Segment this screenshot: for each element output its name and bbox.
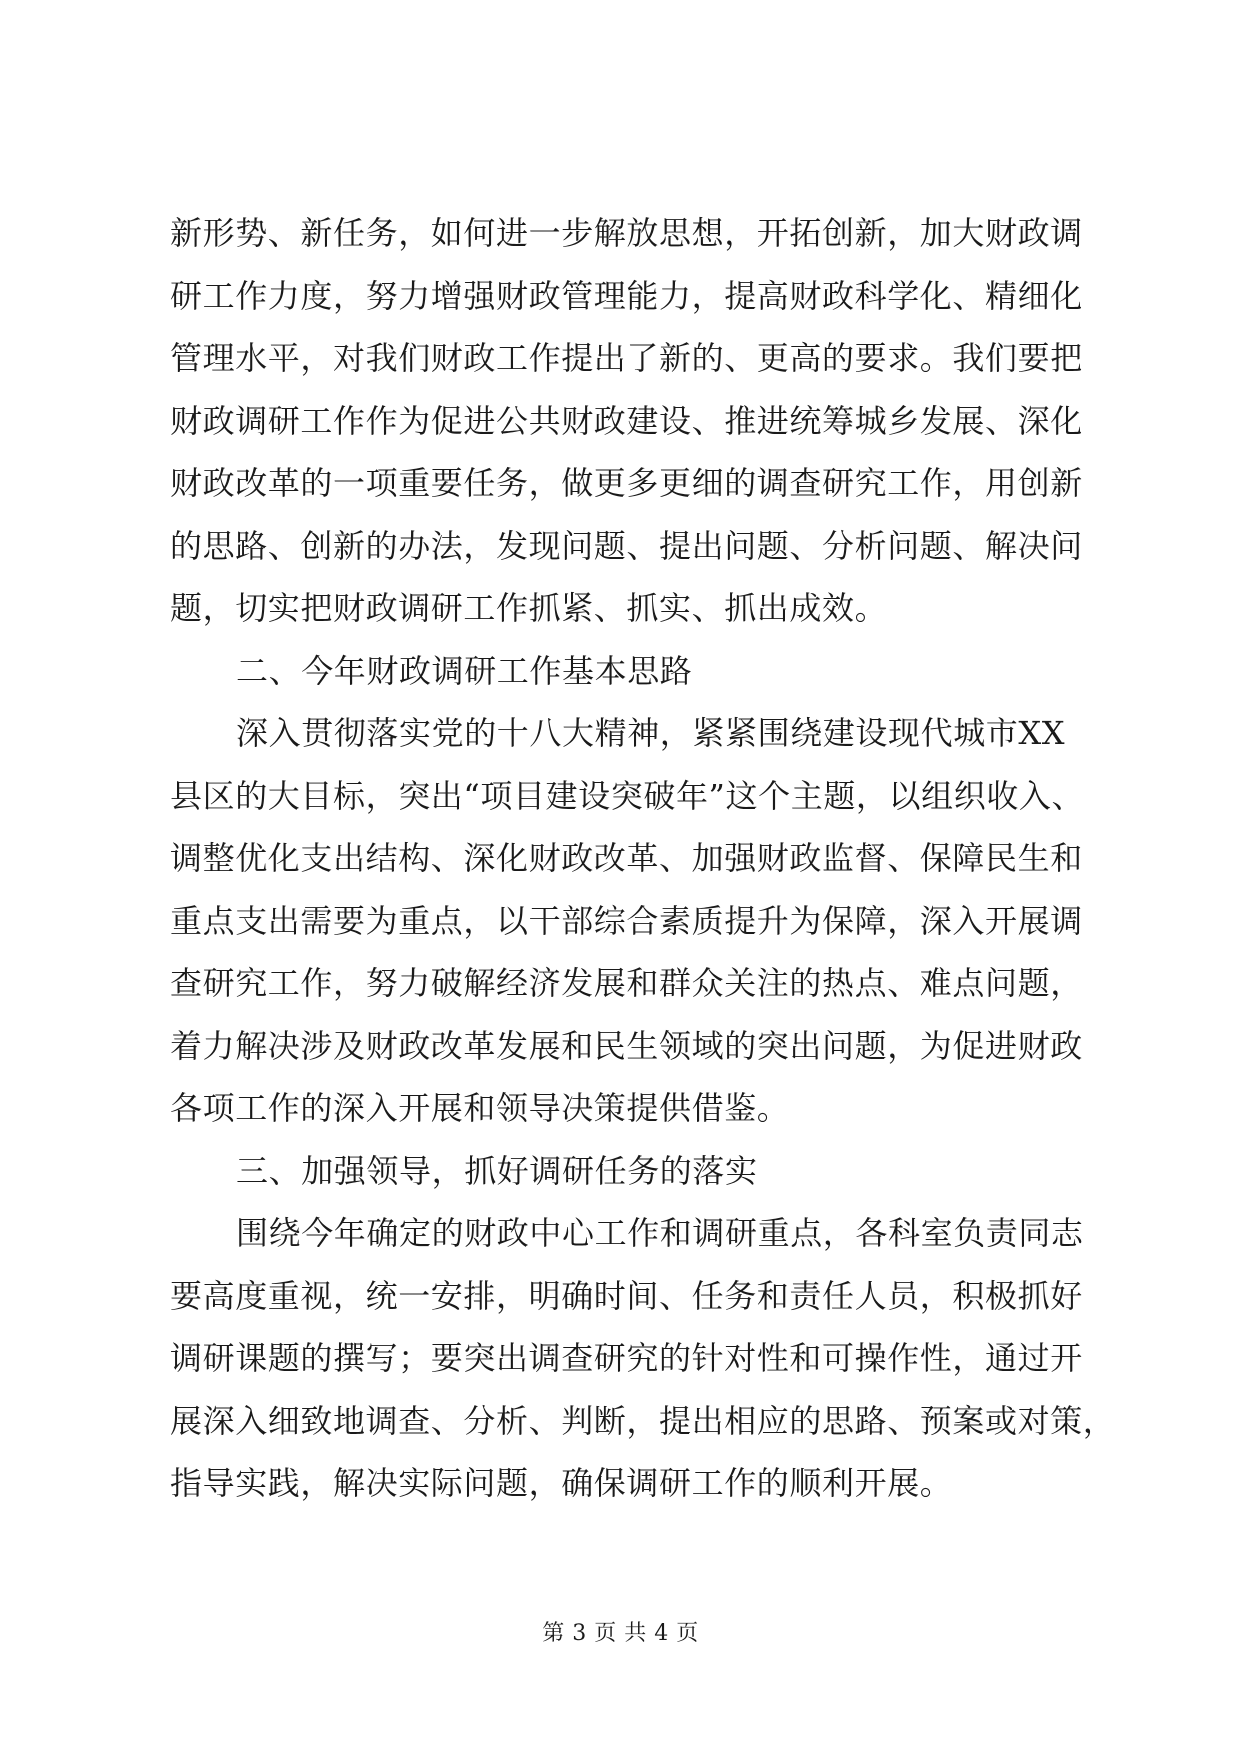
body-line: 财政调研工作作为促进公共财政建设、推进统筹城乡发展、深化 [170,401,1083,440]
body-line: 题，切实把财政调研工作抓紧、抓实、抓出成效。 [170,589,888,627]
body-line: 展深入细致地调查、分析、判断，提出相应的思路、预案或对策， [170,1401,1116,1440]
section-heading: 三、加强领导，抓好调研任务的落实 [236,1151,758,1190]
body-line: 重点支出需要为重点，以干部综合素质提升为保障，深入开展调 [170,901,1083,940]
body-line: 要高度重视，统一安排，明确时间、任务和责任人员，积极抓好 [170,1276,1083,1315]
section-heading: 二、今年财政调研工作基本思路 [236,651,693,690]
body-line: 查研究工作，努力破解经济发展和群众关注的热点、难点问题， [170,964,1083,1002]
body-line: 研工作力度，努力增强财政管理能力，提高财政科学化、精细化 [170,276,1083,315]
body-line: 县区的大目标，突出“项目建设突破年”这个主题，以组织收入、 [170,776,1085,815]
page-number-footer: 第 3 页 共 4 页 [542,1621,699,1646]
body-line: 的思路、创新的办法，发现问题、提出问题、分析问题、解决问 [170,526,1083,565]
body-line: 指导实践，解决实际问题，确保调研工作的顺利开展。 [170,1464,953,1502]
body-line: 调整优化支出结构、深化财政改革、加强财政监督、保障民生和 [170,839,1083,877]
body-line: 着力解决涉及财政改革发展和民生领域的突出问题，为促进财政 [170,1026,1083,1065]
document-body [170,202,1116,1515]
body-line: 围绕今年确定的财政中心工作和调研重点，各科室负责同志 [236,1214,1084,1252]
body-line: 深入贯彻落实党的十八大精神，紧紧围绕建设现代城市XX [236,714,1066,752]
body-line: 财政改革的一项重要任务，做更多更细的调查研究工作，用创新 [170,464,1083,502]
body-line: 新形势、新任务，如何进一步解放思想，开拓创新，加大财政调 [170,214,1083,252]
body-line: 调研课题的撰写；要突出调查研究的针对性和可操作性，通过开 [170,1339,1083,1377]
body-line: 管理水平，对我们财政工作提出了新的、更高的要求。我们要把 [170,339,1083,377]
body-line: 各项工作的深入开展和领导决策提供借鉴。 [170,1089,790,1127]
